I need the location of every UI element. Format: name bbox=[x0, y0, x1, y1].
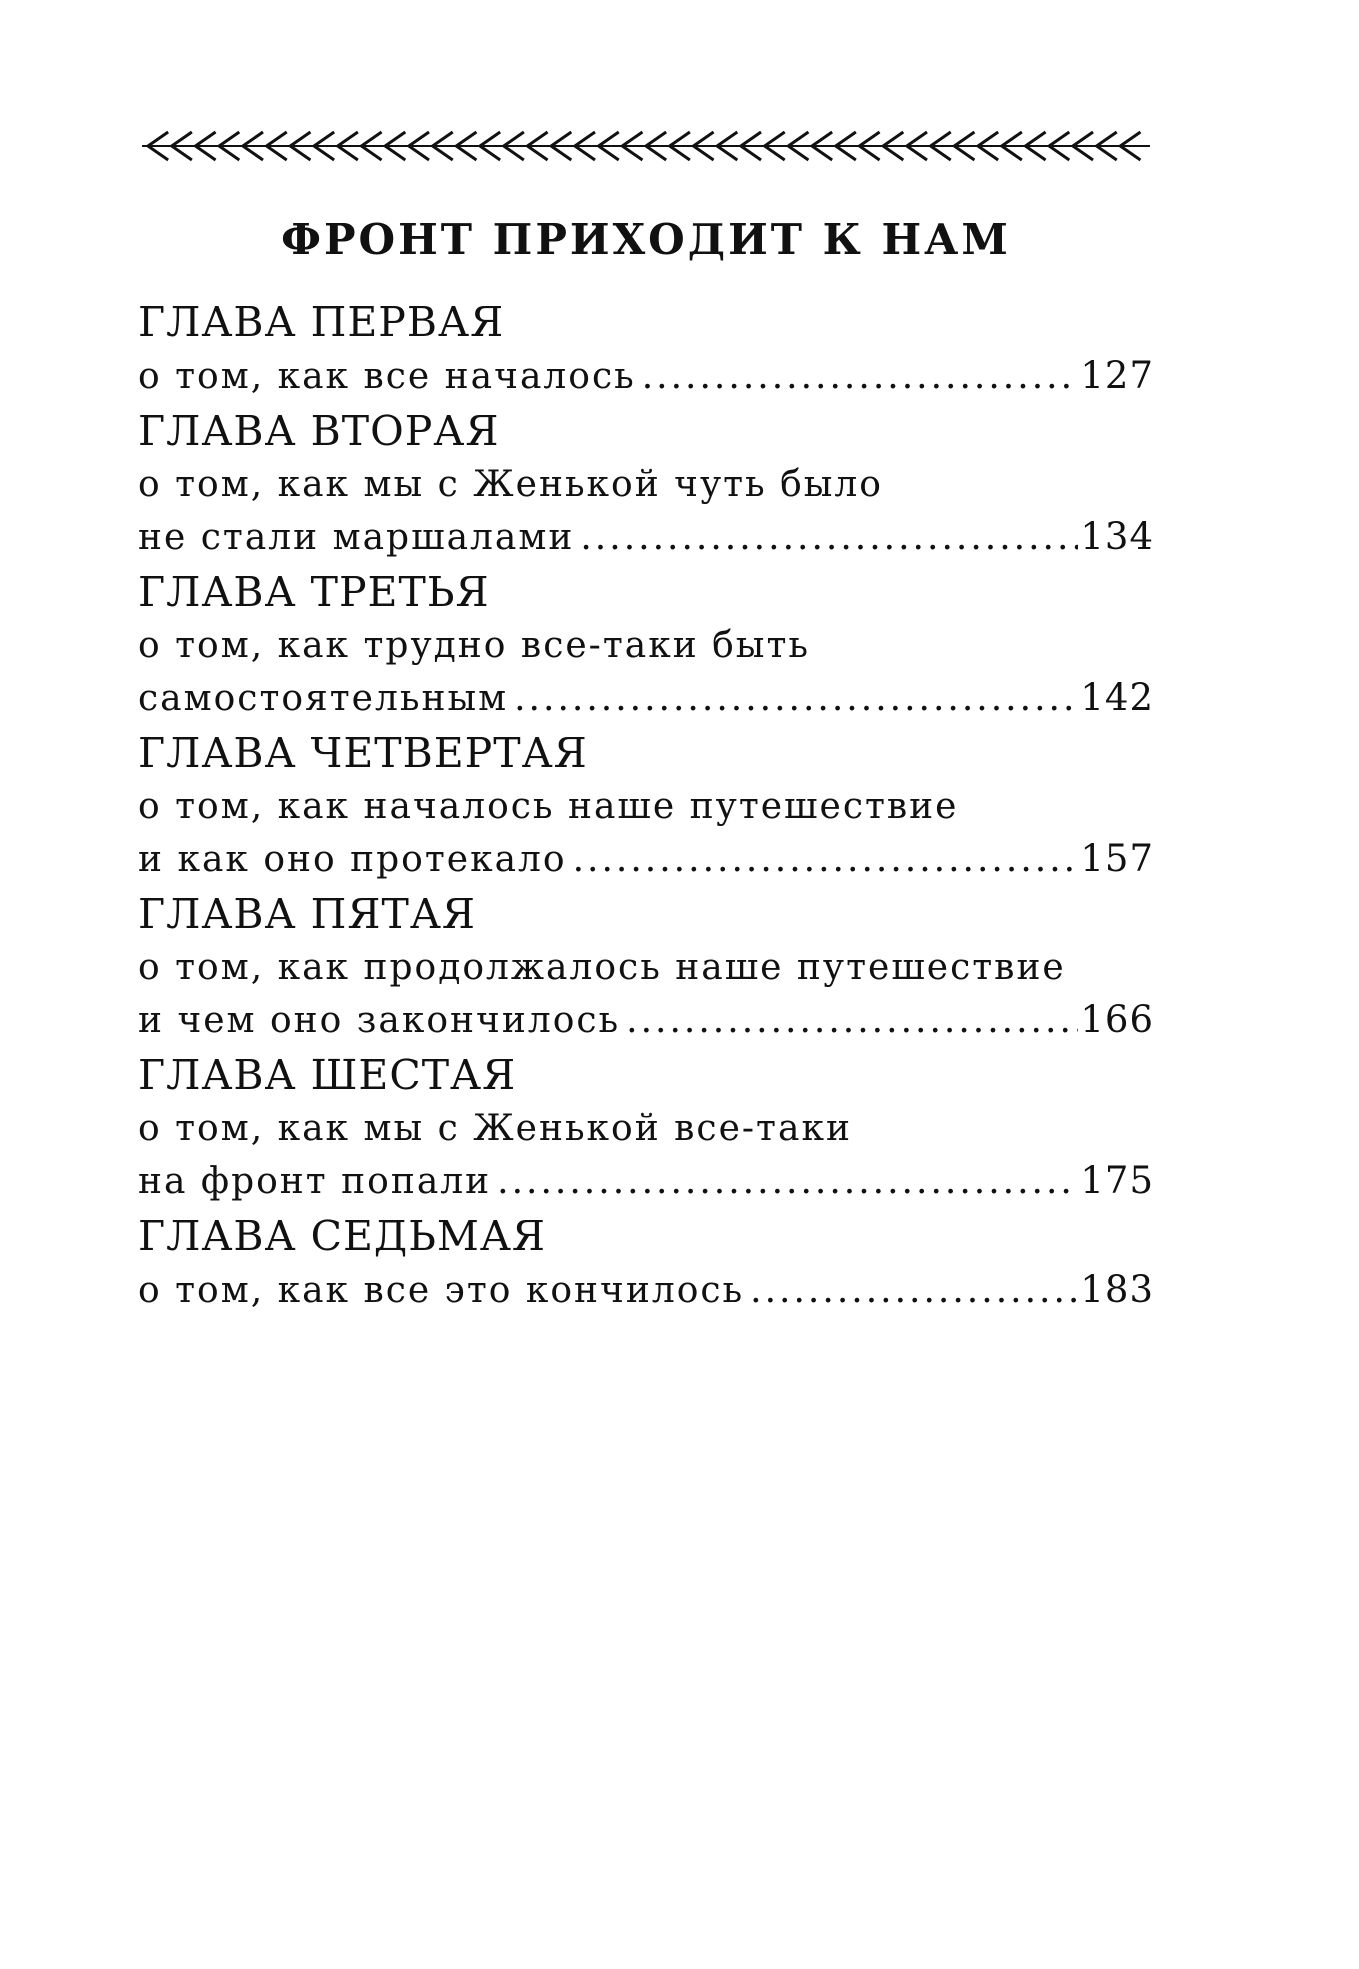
chapter-heading: ГЛАВА ПЕРВАЯ bbox=[138, 298, 505, 346]
chapter-entry bbox=[138, 295, 1154, 402]
chapter-description: на фронт попали bbox=[138, 1161, 492, 1202]
chapter-description: о том, как трудно все-таки быть bbox=[138, 625, 810, 666]
page-number: 166 bbox=[1080, 998, 1154, 1041]
chapter-entry-line bbox=[138, 511, 1154, 563]
chapter-heading: ГЛАВА ПЯТАЯ bbox=[138, 890, 476, 938]
chapter-entry-line bbox=[138, 672, 1154, 724]
chapter-description: самостоятельным bbox=[138, 678, 509, 719]
chapter-description: и как оно протекало bbox=[138, 839, 567, 880]
chapter-entry-line bbox=[138, 994, 1154, 1046]
chapter-entry bbox=[138, 887, 1154, 1046]
chapter-entry bbox=[138, 1048, 1154, 1207]
dot-leader bbox=[580, 512, 1078, 564]
dot-leader bbox=[642, 351, 1079, 403]
chapter-entry-line bbox=[138, 1264, 1154, 1316]
chapter-description: о том, как все началось bbox=[138, 356, 636, 397]
chapter-entry-line bbox=[138, 1155, 1154, 1207]
chapter-heading: ГЛАВА ВТОРАЯ bbox=[138, 407, 500, 455]
page-number: 175 bbox=[1080, 1159, 1154, 1202]
page-number: 134 bbox=[1080, 515, 1154, 558]
chapter-entry bbox=[138, 565, 1154, 724]
chevron-ornament-divider bbox=[138, 128, 1154, 164]
chapter-heading: ГЛАВА ТРЕТЬЯ bbox=[138, 568, 490, 616]
chapter-description: не стали маршалами bbox=[138, 517, 575, 558]
chapter-description: и чем оно закончилось bbox=[138, 1000, 621, 1041]
chapter-description: о том, как продолжалось наше путешествие bbox=[138, 947, 1066, 988]
chapter-description: о том, как мы с Женькой чуть было bbox=[138, 464, 883, 505]
dot-leader bbox=[626, 995, 1078, 1047]
dot-leader bbox=[573, 834, 1079, 886]
table-of-contents bbox=[138, 295, 1154, 1318]
dot-leader bbox=[750, 1265, 1078, 1317]
page-title: ФРОНТ ПРИХОДИТ К НАМ bbox=[281, 215, 1011, 264]
chapter-description: о том, как все это кончилось bbox=[138, 1270, 745, 1311]
dot-leader bbox=[514, 673, 1078, 725]
page-number: 127 bbox=[1080, 354, 1154, 397]
page-number: 142 bbox=[1080, 676, 1154, 719]
chapter-description: о том, как началось наше путешествие bbox=[138, 786, 959, 827]
chapter-entry bbox=[138, 1209, 1154, 1316]
chapter-entry-line bbox=[138, 833, 1154, 885]
chapter-heading: ГЛАВА ЧЕТВЕРТАЯ bbox=[138, 729, 588, 777]
chapter-description: о том, как мы с Женькой все-таки bbox=[138, 1108, 852, 1149]
chapter-entry bbox=[138, 726, 1154, 885]
chapter-entry-line bbox=[138, 350, 1154, 402]
dot-leader bbox=[497, 1156, 1078, 1208]
chapter-entry bbox=[138, 404, 1154, 563]
chapter-heading: ГЛАВА СЕДЬМАЯ bbox=[138, 1212, 547, 1260]
page-number: 157 bbox=[1080, 837, 1154, 880]
page-number: 183 bbox=[1080, 1268, 1154, 1311]
chapter-heading: ГЛАВА ШЕСТАЯ bbox=[138, 1051, 517, 1099]
